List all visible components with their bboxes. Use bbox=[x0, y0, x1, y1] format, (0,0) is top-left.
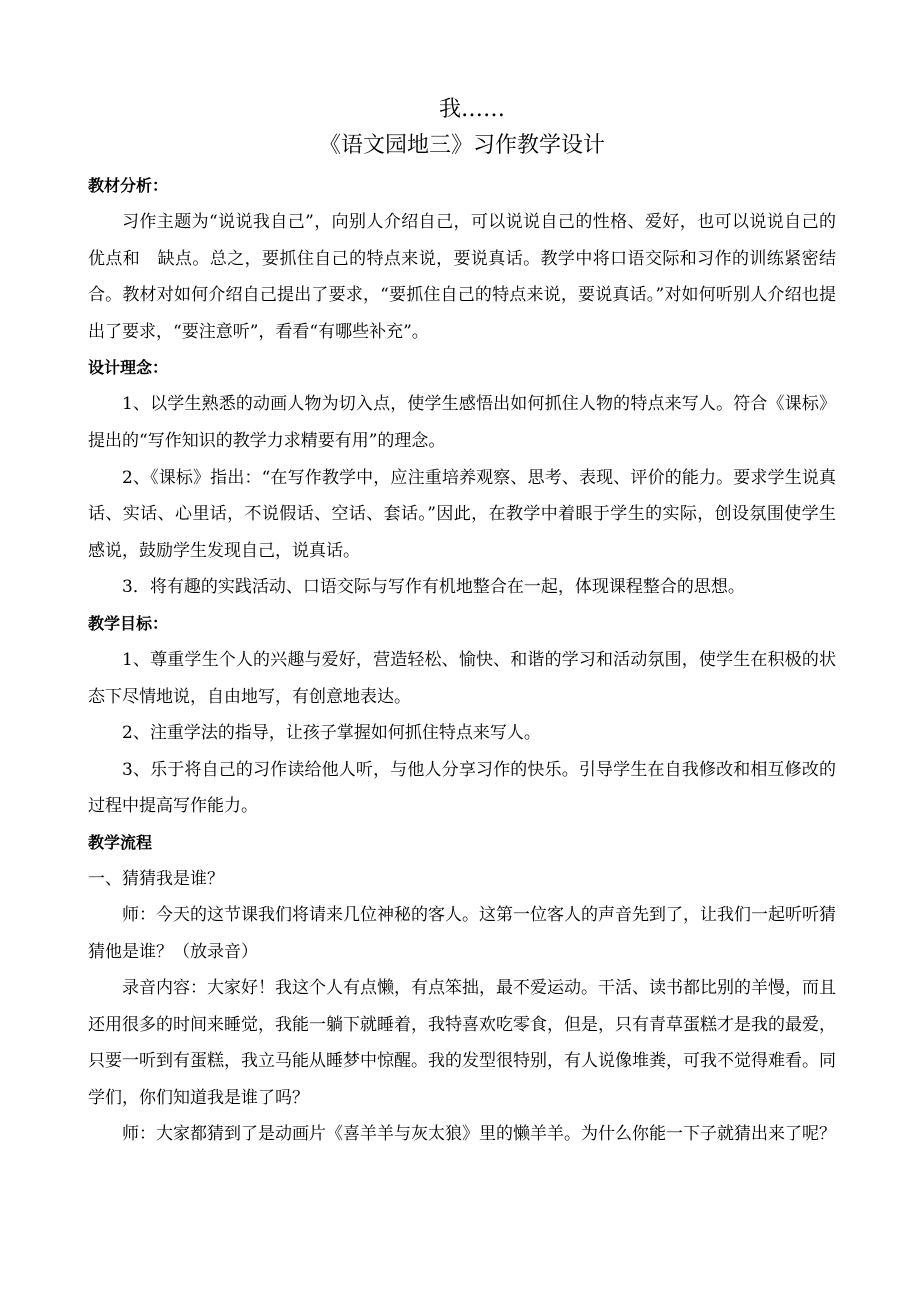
process-paragraph-2: 录音内容：大家好！我这个人有点懒，有点笨拙，最不爱运动。干活、读书都比别的羊慢，而且还用很多的时间来睡觉，我能一躺下就睡着，我特喜欢吃零食，但是，只有青草蛋糕才是我的最爱，只要一听到有蛋糕，我立马能从睡梦中惊醒。我的发型很特别，有人说像堆粪，可我不觉得难看。同学们，你们知道我是谁了吗？ bbox=[88, 978, 836, 1108]
process-heading: 教学流程 bbox=[88, 832, 153, 852]
goals-paragraph-3: 3、乐于将自己的习作读给他人听，与他人分享习作的快乐。引导学生在自我修改和相互修改的过程中提高写作能力。 bbox=[88, 759, 836, 817]
document-title: 我…… bbox=[438, 97, 505, 122]
process-paragraph-1: 师：今天的这节课我们将请来几位神秘的客人。这第一位客人的声音先到了，让我们一起听听猜猜他是谁？（放录音） bbox=[88, 904, 836, 962]
process-paragraph-3: 师：大家都猜到了是动画片《喜羊羊与灰太狼》里的懒羊羊。为什么你能一下子就猜出来了呢？ bbox=[122, 1124, 836, 1145]
concept-paragraph-3: 3．将有趣的实践活动、口语交际与写作有机地整合在一起，体现课程整合的思想。 bbox=[122, 577, 745, 598]
analysis-paragraph: 习作主题为“说说我自己”，向别人介绍自己，可以说说自己的性格、爱好，也可以说说自己的优点和 缺点。总之，要抓住自己的特点来说，要说真话。教学中将口语交际和习作的训练紧密结合。教材对如何介绍自己提出了要求，“要抓住自己的特点来说，要说真话。”对如何听别人介绍也提出了要求，“要注意听”，看看“有哪些补充”。 bbox=[88, 212, 836, 342]
concept-paragraph-2: 2、《课标》指出：“在写作教学中，应注重培养观察、思考、表现、评价的能力。要求学生说真话、实话、心里话，不说假话、空话、套话。”因此，在教学中着眼于学生的实际，创设氛围使学生感说，鼓励学生发现自己，说真话。 bbox=[88, 467, 836, 561]
analysis-heading: 教材分析： bbox=[88, 176, 169, 195]
process-step-1: 一、猜猜我是谁？ bbox=[88, 868, 224, 889]
concept-paragraph-1: 1、以学生熟悉的动画人物为切入点，使学生感悟出如何抓住人物的特点来写人。符合《课标》提出的“写作知识的教学力求精要有用”的理念。 bbox=[88, 394, 836, 451]
goals-paragraph-1: 1、尊重学生个人的兴趣与爱好，营造轻松、愉快、和谐的学习和活动氛围，使学生在积极的状态下尽情地说，自由地写，有创意地表达。 bbox=[88, 649, 836, 707]
goals-heading: 教学目标： bbox=[88, 613, 169, 633]
document-page bbox=[88, 92, 836, 1153]
goals-paragraph-2: 2、注重学法的指导，让孩子掌握如何抓住特点来写人。 bbox=[122, 723, 541, 744]
document-subtitle: 《语文园地三》习作教学设计 bbox=[318, 133, 605, 158]
concept-heading: 设计理念： bbox=[88, 358, 169, 378]
